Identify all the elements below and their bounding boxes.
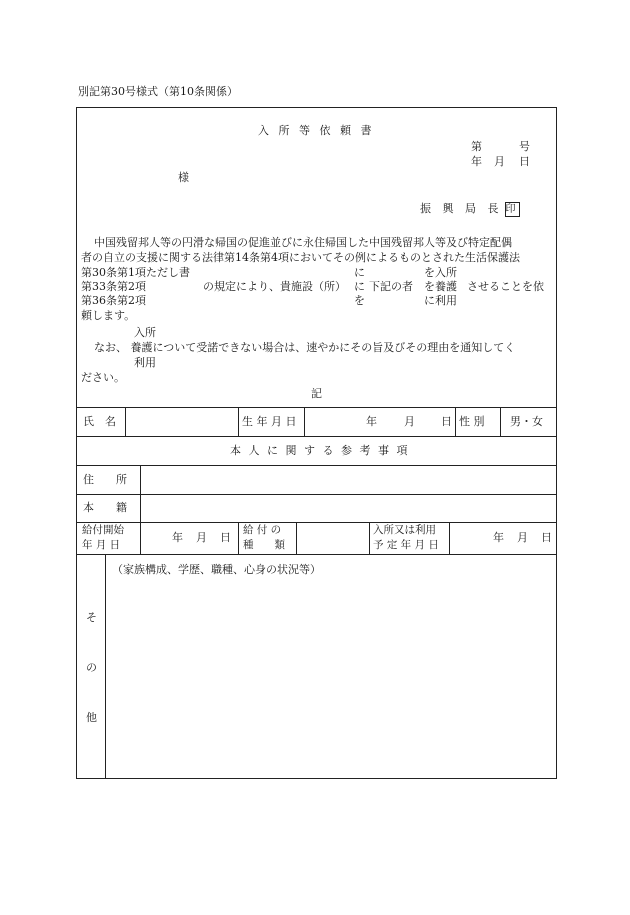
start-year: 年 — [172, 531, 183, 544]
number-go: 号 — [519, 140, 530, 153]
table-line-4 — [76, 494, 557, 495]
row4-divider-4 — [369, 522, 370, 554]
row4-divider-5 — [449, 522, 450, 554]
particle-wo: を — [354, 294, 365, 307]
planned-year: 年 — [493, 531, 504, 544]
body-para1-line2: 者の自立の支援に関する法律第14条第4項においてその例によるものとされた生活保護法 — [81, 251, 520, 264]
row1-divider-2 — [238, 407, 239, 436]
other-label-no: の — [86, 661, 97, 674]
start-day: 日 — [220, 531, 231, 544]
sender-name: 振 興 局 長 — [420, 202, 503, 215]
domicile-label: 本 籍 — [83, 501, 127, 514]
dob-month: 月 — [404, 415, 415, 428]
note-option-bottom: 利用 — [134, 356, 156, 369]
planned-day: 日 — [541, 531, 552, 544]
option-nyusho: を入所 — [424, 266, 457, 279]
sex-label: 性 別 — [459, 415, 485, 428]
dob-day: 日 — [441, 415, 452, 428]
regulation-text: の規定により、貴施設（所） — [203, 280, 346, 293]
addressee-suffix: 様 — [178, 171, 189, 184]
saseru-text: させることを依 — [467, 280, 544, 293]
row1-divider-4 — [455, 407, 456, 436]
body-para1-line1: 中国残留邦人等の円滑な帰国の促進並びに永住帰国した中国残留邦人等及び特定配偶 — [94, 236, 512, 249]
reference-header: 本 人 に 関 す る 参 考 事 項 — [230, 444, 410, 457]
row1-divider-5 — [500, 407, 501, 436]
other-label-ta: 他 — [86, 711, 97, 724]
note-end: ださい。 — [81, 371, 125, 384]
particle-ni-2: に — [354, 280, 365, 293]
note-main: なお、 養護について受諾できない場合は、速やかにその旨及びその理由を通知してく — [94, 341, 516, 354]
kakino-text: 下記の者 — [369, 280, 413, 293]
name-label: 氏 名 — [83, 415, 116, 428]
type-label-1: 給 付 の — [243, 524, 282, 536]
ki-mark: 記 — [311, 387, 322, 400]
start-label-2: 年 月 日 — [82, 539, 121, 551]
dob-label: 生 年 月 日 — [242, 415, 297, 428]
closing-text: 頼します。 — [81, 309, 136, 322]
date-month: 月 — [494, 155, 505, 168]
row1-divider-3 — [304, 407, 305, 436]
planned-label-2: 予 定 年 月 日 — [373, 539, 439, 551]
option-yogo: を養護 — [424, 280, 457, 293]
table-line-3 — [76, 465, 557, 466]
row4-divider-1 — [140, 522, 141, 554]
form-label: 別記第30号様式（第10条関係） — [78, 85, 238, 98]
start-label-1: 給付開始 — [82, 524, 124, 536]
sex-value: 男・女 — [510, 415, 543, 428]
date-year: 年 — [471, 155, 482, 168]
law-option-1: 第30条第1項ただし書 — [81, 266, 190, 279]
table-line-1 — [76, 407, 557, 408]
dob-year: 年 — [366, 415, 377, 428]
planned-month: 月 — [517, 531, 528, 544]
row4-divider-3 — [296, 522, 297, 554]
row1-divider-1 — [125, 407, 126, 436]
label-divider-rows — [140, 465, 141, 522]
law-option-3: 第36条第2項 — [81, 294, 146, 307]
number-dai: 第 — [471, 140, 482, 153]
sender-title — [420, 202, 520, 217]
option-riyo: に利用 — [424, 294, 457, 307]
table-line-2 — [76, 436, 557, 437]
other-divider — [105, 554, 106, 779]
other-label-so: そ — [86, 611, 97, 624]
note-option-top: 入所 — [134, 326, 156, 339]
table-line-6 — [76, 554, 557, 555]
row4-divider-2 — [238, 522, 239, 554]
table-line-5 — [76, 522, 557, 523]
law-option-2: 第33条第2項 — [81, 280, 146, 293]
start-month: 月 — [196, 531, 207, 544]
type-label-2: 種 類 — [243, 539, 285, 551]
planned-label-1: 入所又は利用 — [373, 524, 436, 536]
other-hint: （家族構成、学歴、職種、心身の状況等） — [112, 563, 321, 576]
address-label: 住 所 — [83, 473, 127, 486]
particle-ni-1: に — [354, 266, 365, 279]
form-title: 入 所 等 依 頼 書 — [258, 124, 375, 137]
seal-mark: 印 — [505, 204, 520, 215]
date-day: 日 — [519, 155, 530, 168]
